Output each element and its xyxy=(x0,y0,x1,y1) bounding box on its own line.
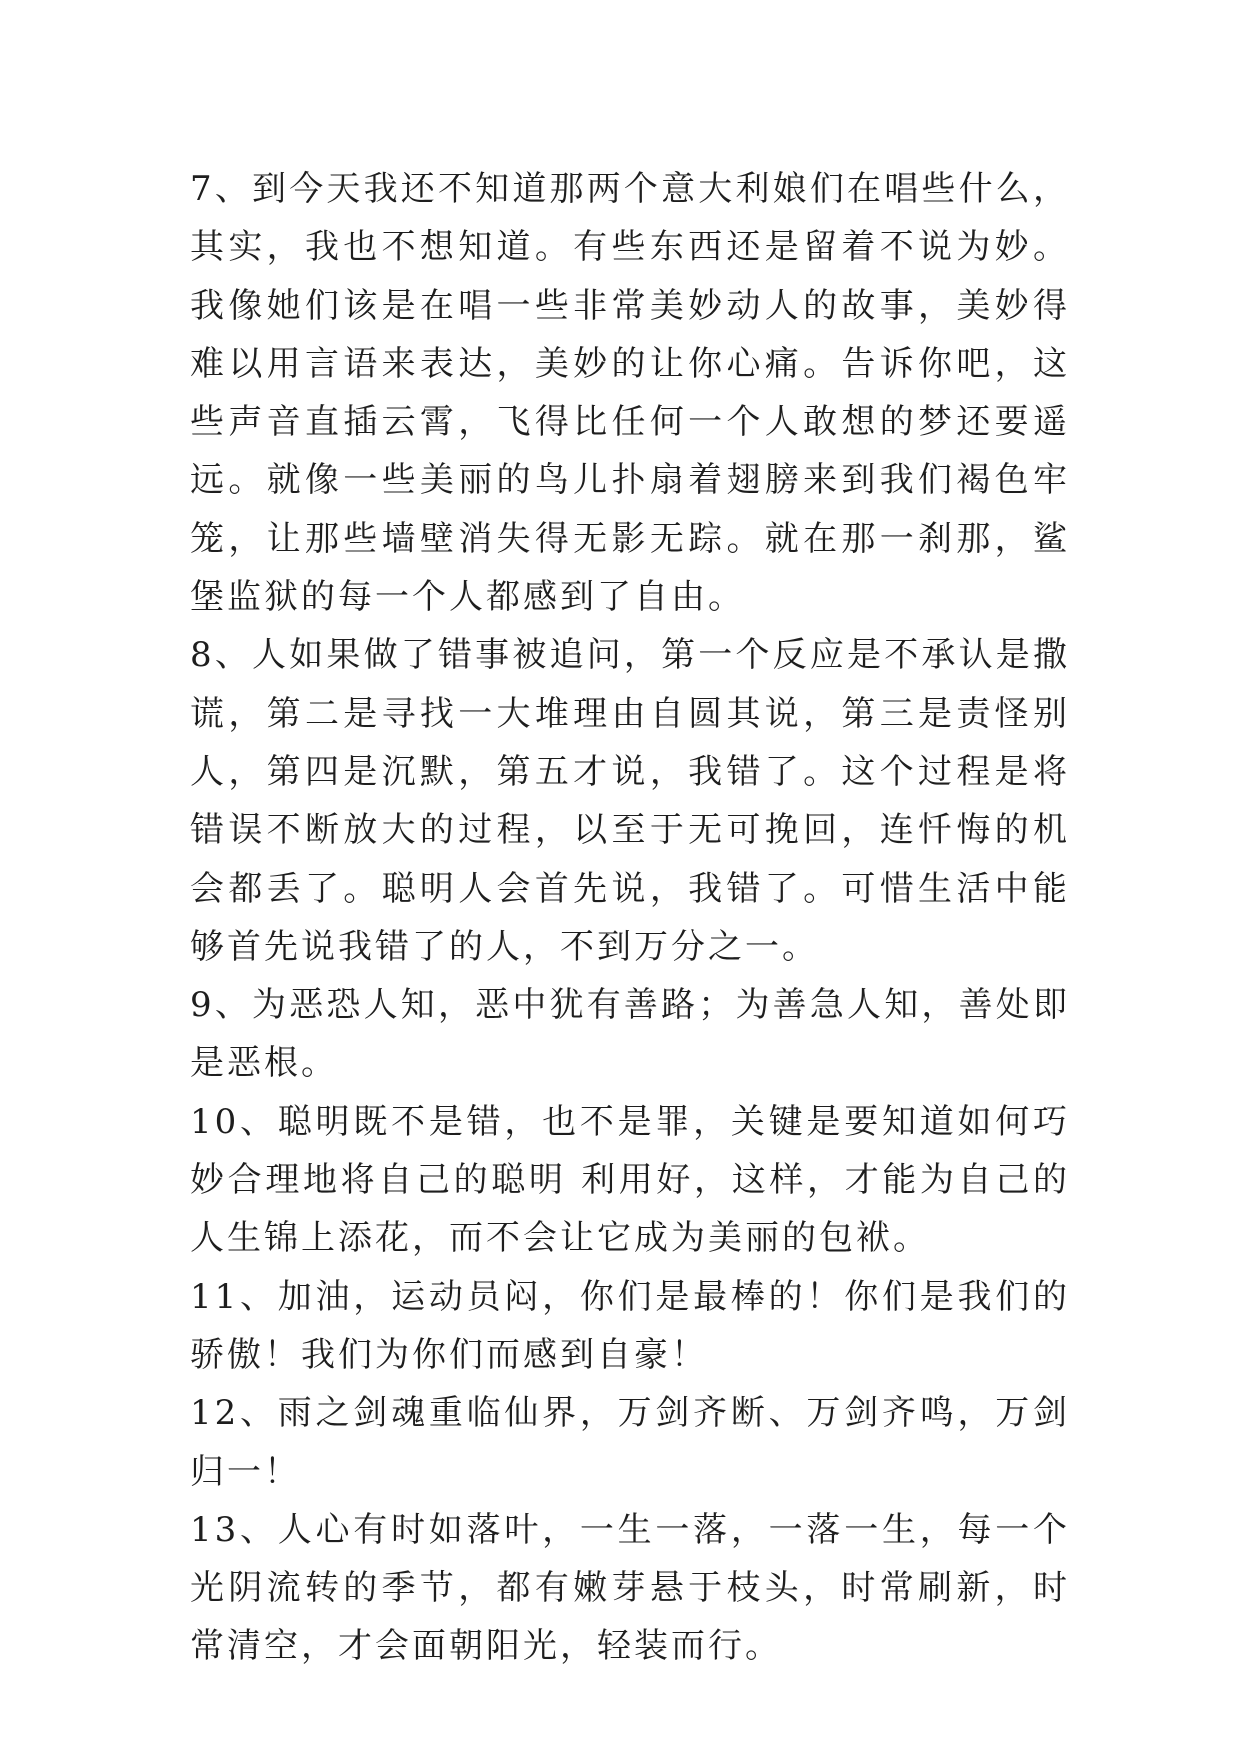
paragraph-8: 8、人如果做了错事被追问，第一个反应是不承认是撒谎，第二是寻找一大堆理由自圆其说，第三是责怪别人，第四是沉默，第五才说，我错了。这个过程是将错误不断放大的过程，以至于无可挽回，连忏悔的机会都丢了。聪明人会首先说，我错了。可惜生活中能够首先说我错了的人，不到万分之一。 xyxy=(190,635,1070,967)
paragraph-10: 10、聪明既不是错，也不是罪，关键是要知道如何巧妙合理地将自己的聪明 利用好，这样，才能为自己的人生锦上添花，而不会让它成为美丽的包袱。 xyxy=(190,1101,1070,1259)
paragraph-12: 12、雨之剑魂重临仙界，万剑齐断、万剑齐鸣，万剑归一！ xyxy=(190,1393,1070,1492)
paragraph-13: 13、人心有时如落叶，一生一落，一落一生，每一个光阴流转的季节，都有嫩芽悬于枝头，时常刷新，时常清空，才会面朝阳光，轻装而行。 xyxy=(190,1509,1070,1667)
document-body xyxy=(190,160,1070,1676)
paragraph-7: 7、到今天我还不知道那两个意大利娘们在唱些什么，其实，我也不想知道。有些东西还是留着不说为妙。我像她们该是在唱一些非常美妙动人的故事，美妙得难以用言语来表达，美妙的让你心痛。告诉你吧，这些声音直插云霄，飞得比任何一个人敢想的梦还要遥远。就像一些美丽的鸟儿扑扇着翅膀来到我们褐色牢笼，让那些墙壁消失得无影无踪。就在那一刹那，鲨堡监狱的每一个人都感到了自由。 xyxy=(190,169,1070,618)
paragraph-9: 9、为恶恐人知，恶中犹有善路；为善急人知，善处即是恶根。 xyxy=(190,985,1070,1084)
paragraph-11: 11、加油，运动员闷，你们是最棒的！你们是我们的骄傲！我们为你们而感到自豪！ xyxy=(190,1276,1070,1375)
